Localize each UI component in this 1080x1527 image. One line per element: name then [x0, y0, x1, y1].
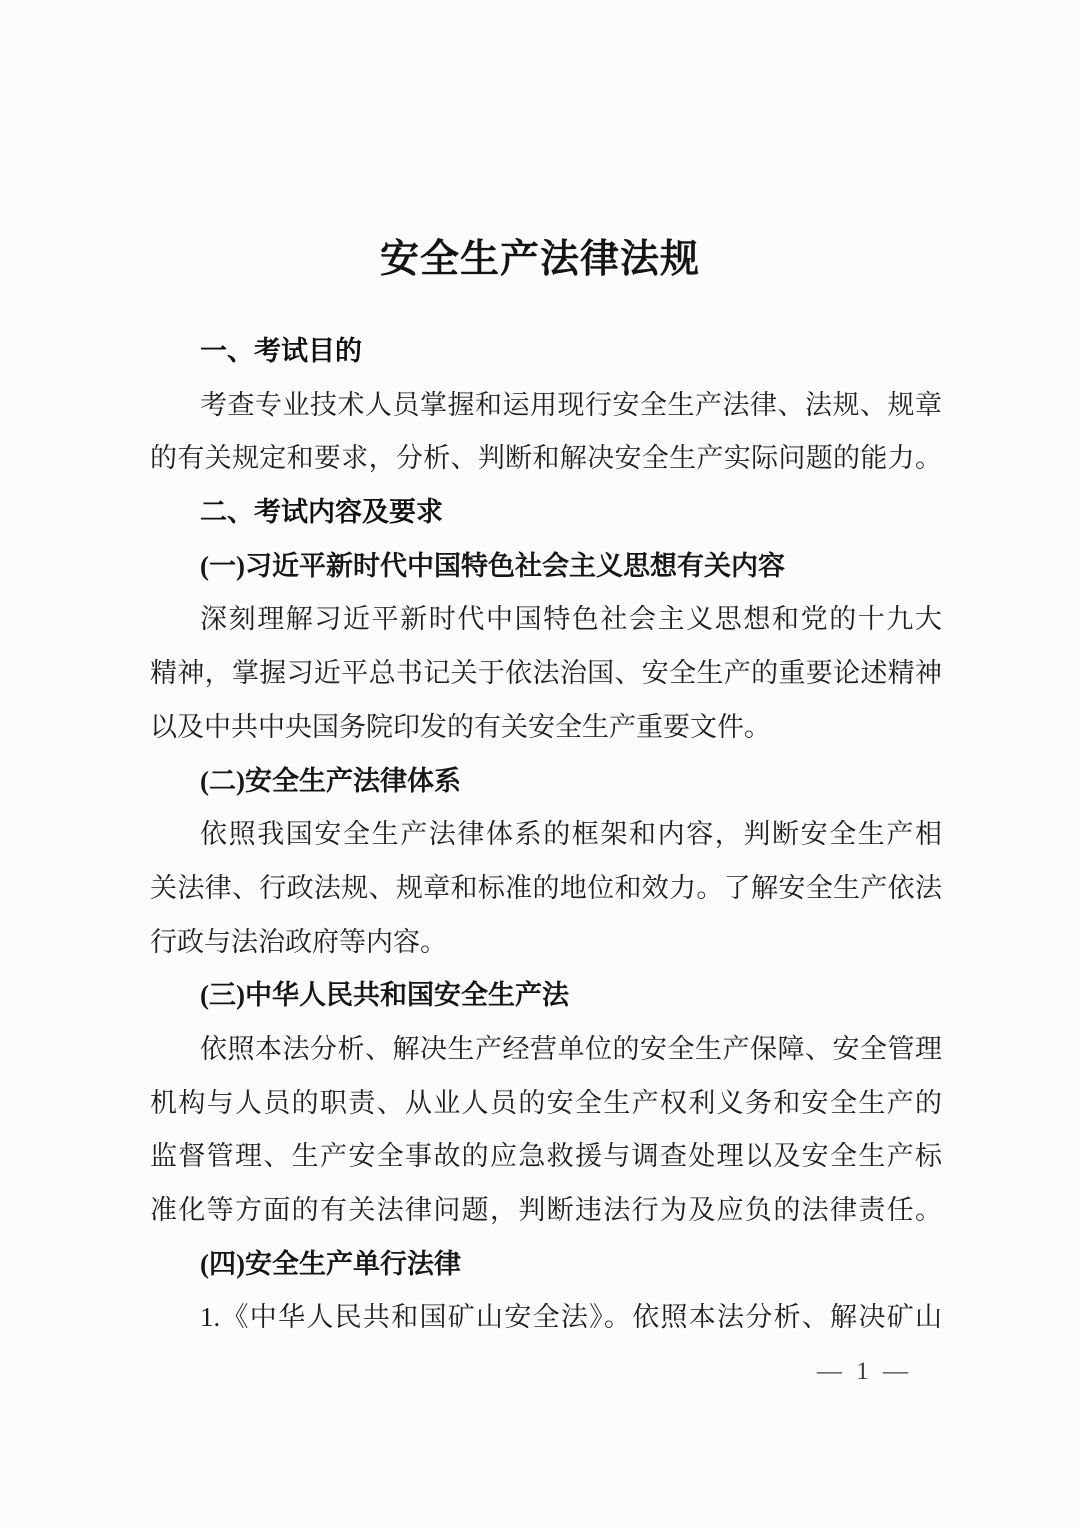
text-line: 深刻理解习近平新时代中国特色社会主义思想和党的十九大 — [200, 604, 942, 635]
text-line: 以及中共中央国务院印发的有关安全生产重要文件。 — [150, 711, 771, 742]
text-line: 行政与法治政府等内容。 — [150, 926, 447, 957]
page-number: — 1 — — [817, 1358, 912, 1385]
text-line: 依照我国安全生产法律体系的框架和内容，判断安全生产相 — [200, 819, 942, 850]
text-line: 1.《中华人民共和国矿山安全法》。依照本法分析、解决矿山 — [200, 1302, 942, 1333]
text-line: 准化等方面的有关法律问题，判断违法行为及应负的法律责任。 — [150, 1195, 942, 1225]
text-line: 一、考试目的 — [200, 336, 362, 366]
text-line: 关法律、行政法规、规章和标准的地位和效力。了解安全生产依法 — [150, 872, 942, 903]
text-line: 二、考试内容及要求 — [200, 497, 443, 528]
document-lines — [150, 325, 942, 1345]
text-line: (一)习近平新时代中国特色社会主义思想有关内容 — [200, 550, 785, 581]
page-title: 安全生产法律法规 — [379, 238, 700, 281]
text-line: (三)中华人民共和国安全生产法 — [200, 980, 569, 1011]
text-line: (四)安全生产单行法律 — [200, 1248, 461, 1279]
text-line: (二)安全生产法律体系 — [200, 765, 461, 796]
text-line: 的有关规定和要求，分析、判断和解决安全生产实际问题的能力。 — [150, 443, 942, 474]
text-line: 依照本法分析、解决生产经营单位的安全生产保障、安全管理 — [200, 1033, 942, 1064]
text-line: 机构与人员的职责、从业人员的安全生产权利义务和安全生产的 — [150, 1087, 942, 1118]
text-line: 考查专业技术人员掌握和运用现行安全生产法律、法规、规章 — [200, 389, 942, 420]
text-line: 精神，掌握习近平总书记关于依法治国、安全生产的重要论述精神 — [150, 658, 942, 689]
text-line: 监督管理、生产安全事故的应急救援与调查处理以及安全生产标 — [150, 1141, 942, 1172]
